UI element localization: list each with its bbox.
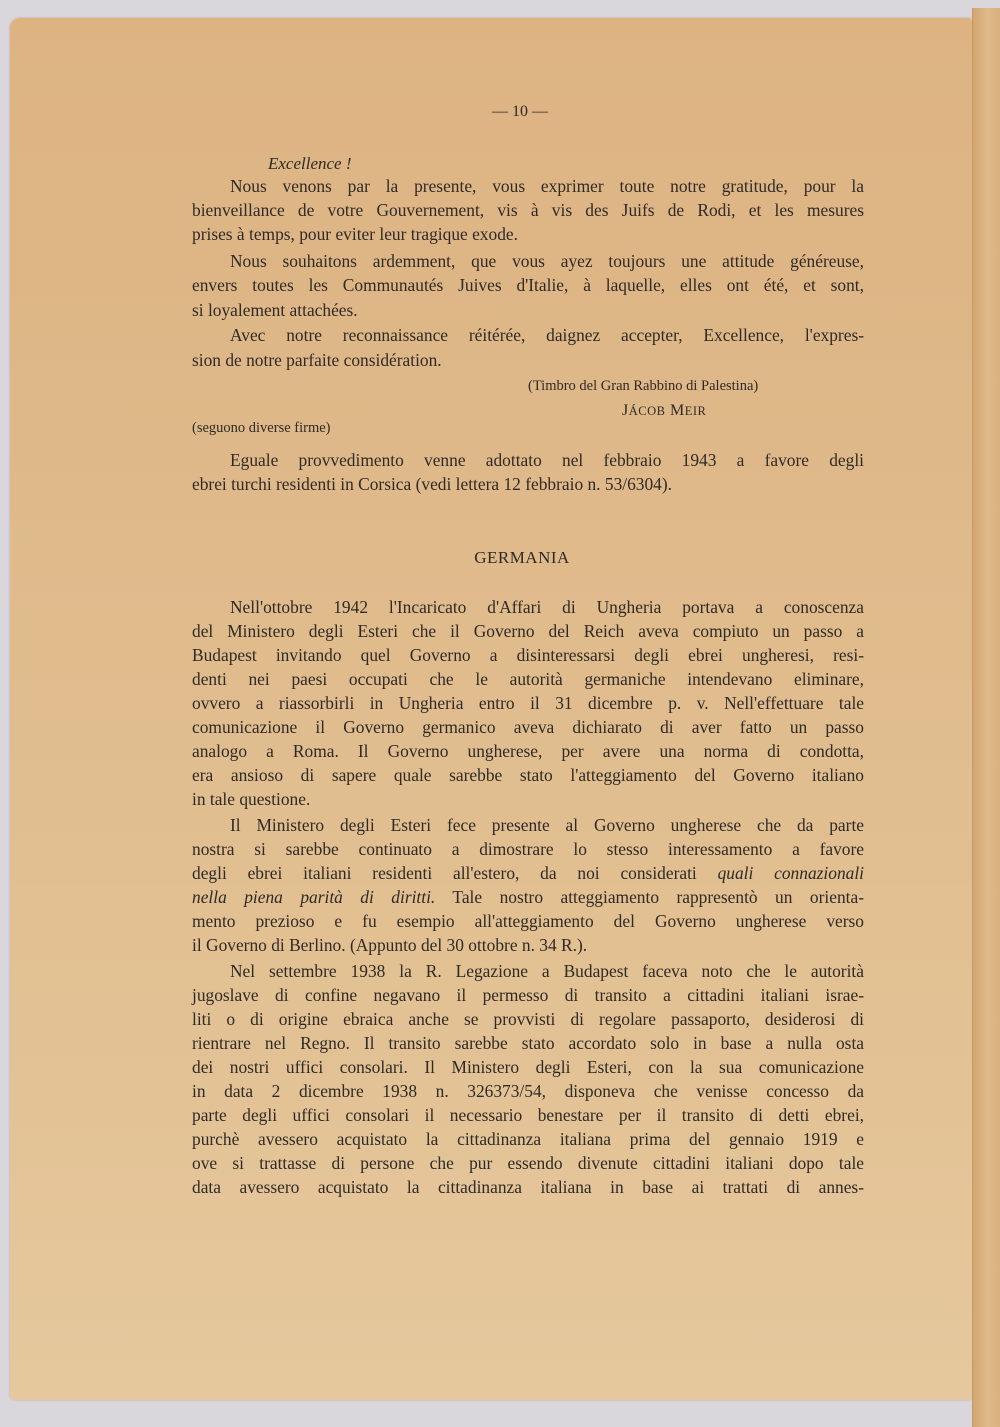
letter-line: Nous souhaitons ardemment, que vous ayez toujours une attitude généreuse, xyxy=(230,251,864,271)
letter-line: Avec notre reconnaissance réitérée, daignez accepter, Excellence, l'expres- xyxy=(230,325,864,345)
paragraph-text: Tale nostro atteggiamento rappresentò un orienta- xyxy=(435,887,864,907)
paragraph-line: il Governo di Berlino. (Appunto del 30 ottobre n. 34 R.). xyxy=(192,935,588,955)
letter-salutation: Excellence ! xyxy=(268,154,352,173)
paragraph-line: jugoslave di confine negavano il permesso di transito a cittadini italiani israe- xyxy=(192,985,864,1005)
letter-line: envers toutes les Communautés Juives d'Italie, à laquelle, elles ont été, et sont, xyxy=(192,275,864,295)
paragraph-line: Nel settembre 1938 la R. Legazione a Budapest faceva noto che le autorità xyxy=(230,961,864,981)
paragraph-line: ove si trattasse di persone che pur essendo divenute cittadini italiani dopo tale xyxy=(192,1153,864,1173)
paragraph-line: Il Ministero degli Esteri fece presente al Governo ungherese che da parte xyxy=(230,815,864,835)
letter-line: Nous venons par la presente, vous exprimer toute notre gratitude, pour la xyxy=(230,176,864,196)
letter-line: sion de notre parfaite considération. xyxy=(192,350,442,370)
paragraph-line: ovvero a riassorbirli in Ungheria entro il 31 dicembre p. v. Nell'effettuare tale xyxy=(192,693,864,713)
paragraph-line: in tale questione. xyxy=(192,789,311,809)
paragraph-line: liti o di origine ebraica anche se provvisti di regolare passaporto, desiderosi di xyxy=(192,1009,864,1029)
paragraph-line: purchè avessero acquistato la cittadinanza italiana prima del gennaio 1919 e xyxy=(192,1129,864,1149)
paragraph-line xyxy=(192,862,864,884)
signature xyxy=(622,402,706,420)
emphasis-text: nella piena parità di diritti. xyxy=(192,887,436,907)
paragraph-line: nostra si sarebbe continuato a dimostrare lo stesso interessamento a favore xyxy=(192,839,864,859)
letter-line: si loyalement attachées. xyxy=(192,300,358,320)
stamp-note: (Timbro del Gran Rabbino di Palestina) xyxy=(528,378,759,394)
other-signatures-note: (seguono diverse firme) xyxy=(192,420,331,436)
letter-line: prises à temps, pour eviter leur tragique exode. xyxy=(192,224,518,244)
paragraph-line: mento prezioso e fu esempio all'atteggiamento del Governo ungherese verso xyxy=(192,911,864,931)
paragraph-line: in data 2 dicembre 1938 n. 326373/54, disponeva che venisse concesso da xyxy=(192,1081,864,1101)
paragraph-line: era ansioso di sapere quale sarebbe stato l'atteggiamento del Governo italiano xyxy=(192,765,864,785)
corsica-line: Eguale provvedimento venne adottato nel febbraio 1943 a favore degli xyxy=(230,450,864,470)
paragraph-line: analogo a Roma. Il Governo ungherese, per avere una norma di condotta, xyxy=(192,741,864,761)
paragraph-line: denti nei paesi occupati che le autorità germaniche intendevano eliminare, xyxy=(192,669,864,689)
paragraph-line: del Ministero degli Esteri che il Governo del Reich aveva compiuto un passo a xyxy=(192,621,864,641)
page-number: — 10 — xyxy=(492,103,548,120)
paragraph-line: Budapest invitando quel Governo a disinteressarsi degli ebrei ungheresi, resi- xyxy=(192,645,864,665)
section-heading: GERMANIA xyxy=(474,548,570,567)
paragraph-text: degli ebrei italiani residenti all'estero, da noi considerati xyxy=(192,863,718,883)
corsica-line: ebrei turchi residenti in Corsica (vedi lettera 12 febbraio n. 53/6304). xyxy=(192,474,673,494)
paragraph-line: dei nostri uffici consolari. Il Ministero degli Esteri, con la sua comunicazione xyxy=(192,1057,864,1077)
paragraph-line: rientrare nel Regno. Il transito sarebbe stato accordato solo in base a nulla osta xyxy=(192,1033,864,1053)
paragraph-line: data avessero acquistato la cittadinanza italiana in base ai trattati di annes- xyxy=(192,1177,864,1197)
signature-first-rest: ÁCOB xyxy=(628,404,666,418)
letter-line: bienveillance de votre Gouvernement, vis à vis des Juifs de Rodi, et les mesures xyxy=(192,200,864,220)
paragraph-line: parte degli uffici consolari il necessario benestare per il transito di detti ebrei, xyxy=(192,1105,864,1125)
signature-last-initial: M xyxy=(669,402,685,419)
signature-last-rest: EIR xyxy=(684,404,707,418)
paragraph-line: Nell'ottobre 1942 l'Incaricato d'Affari di Ungheria portava a conoscenza xyxy=(230,597,864,617)
emphasis-text: quali connazionali xyxy=(717,863,864,883)
paragraph-line: comunicazione il Governo germanico aveva dichiarato di aver fatto un passo xyxy=(192,717,864,737)
paragraph-line xyxy=(192,886,864,908)
signature-first-initial: J xyxy=(622,402,629,419)
